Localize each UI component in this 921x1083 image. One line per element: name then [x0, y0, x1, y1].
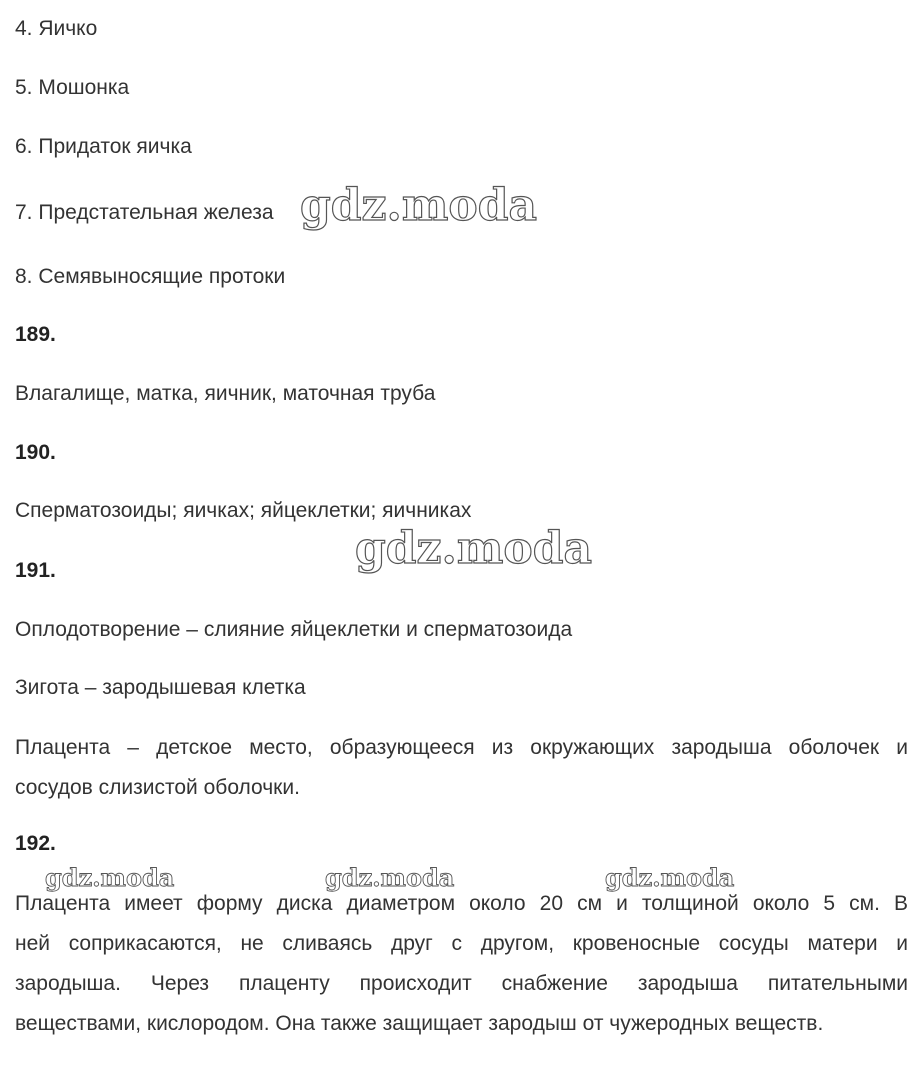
watermark-logo: gdz.moda — [300, 180, 538, 231]
list-item-5: 5. Мошонка — [15, 76, 130, 99]
list-item-7: 7. Предстательная железа — [15, 201, 274, 224]
list-item-4: 4. Яичко — [15, 17, 98, 40]
question-191-zygote: Зигота – зародышевая клетка — [15, 676, 306, 699]
question-191-placenta — [15, 728, 908, 808]
question-191-fertilization: Оплодотворение – слияние яйцеклетки и сперматозоида — [15, 618, 573, 641]
list-item-8: 8. Семявыносящие протоки — [15, 265, 286, 288]
answer-192-line-3: зародыша. Через плаценту происходит снабжение зародыша питательными — [15, 972, 908, 995]
question-190-answer: Сперматозоиды; яичках; яйцеклетки; яичниках — [15, 499, 472, 522]
answer-192-line-2: ней соприкасаются, не сливаясь друг с другом, кровеносные сосуды матери и — [15, 932, 908, 955]
list-item-6: 6. Придаток яичка — [15, 135, 192, 158]
question-191-number: 191. — [15, 559, 56, 582]
question-192-answer — [15, 884, 908, 1044]
question-190-number: 190. — [15, 441, 56, 464]
placenta-line-1: Плацента – детское место, образующееся из окружающих зародыша оболочек и — [15, 736, 908, 759]
watermark-logo: gdz.moda — [45, 863, 175, 892]
watermark-logo: gdz.moda — [605, 863, 735, 892]
question-192-number: 192. — [15, 832, 56, 855]
question-189-answer: Влагалище, матка, яичник, маточная труба — [15, 382, 436, 405]
answer-192-line-4: веществами, кислородом. Она также защищает зародыш от чужеродных веществ. — [15, 1012, 824, 1035]
placenta-line-2: сосудов слизистой оболочки. — [15, 776, 300, 799]
question-189-number: 189. — [15, 323, 56, 346]
watermark-logo: gdz.moda — [325, 863, 455, 892]
answer-192-line-1: Плацента имеет форму диска диаметром около 20 см и толщиной около 5 см. В — [15, 892, 908, 915]
watermark-logo: gdz.moda — [355, 523, 593, 574]
